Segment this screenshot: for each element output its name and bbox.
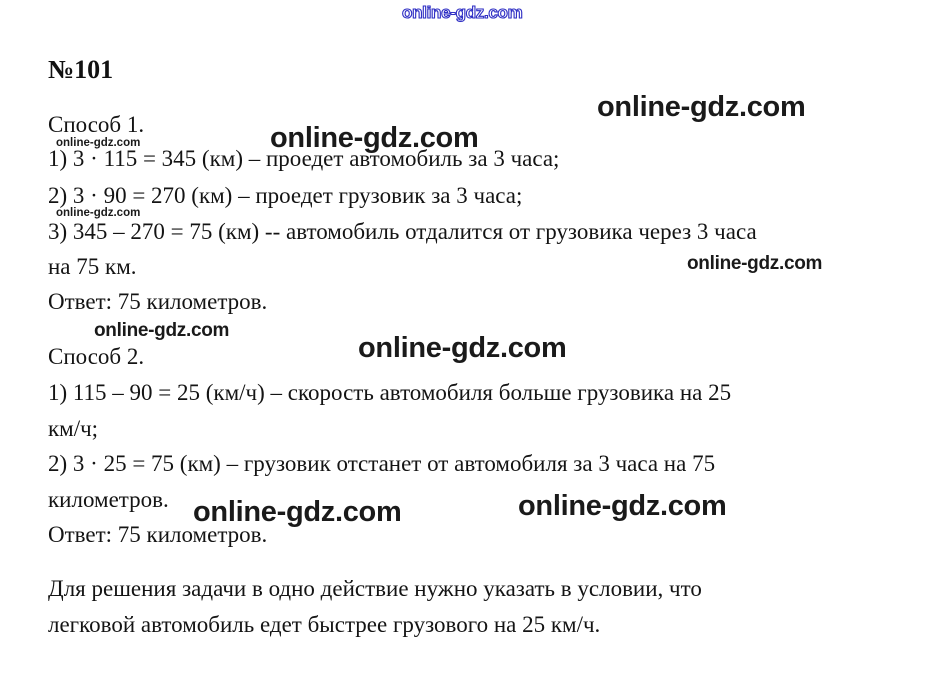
note-line: легковой автомобиль едет быстрее грузового на 25 км/ч. <box>48 612 601 637</box>
watermark: online-gdz.com <box>94 320 230 341</box>
watermark: online-gdz.com <box>193 496 402 528</box>
answer-line: Ответ: 75 километров. <box>48 289 268 314</box>
watermark: online-gdz.com <box>358 332 567 364</box>
solution-line: на 75 км. <box>48 254 137 279</box>
solution-line: километров. <box>48 487 169 512</box>
note-line: Для решения задачи в одно действие нужно указать в условии, что <box>48 576 702 601</box>
solution-line: км/ч; <box>48 416 99 441</box>
watermark: online-gdz.com <box>597 91 806 123</box>
watermark: online-gdz.com <box>56 137 141 149</box>
solution-line: 1) 3 · 115 = 345 (км) – проедет автомобиль за 3 часа; <box>48 146 560 171</box>
watermark: online-gdz.com <box>518 490 727 522</box>
watermark: online-gdz.com <box>687 253 823 274</box>
solution-line: 3) 345 – 270 = 75 (км) -- автомобиль отдалится от грузовика через 3 часа <box>48 219 757 244</box>
watermark: online-gdz.com <box>56 207 141 219</box>
watermark: online-gdz.com <box>270 122 479 154</box>
method-1-title: Способ 1. <box>48 112 145 137</box>
solution-line: 2) 3 · 90 = 270 (км) – проедет грузовик за 3 часа; <box>48 183 523 208</box>
answer-line: Ответ: 75 километров. <box>48 522 268 547</box>
solution-line: 1) 115 – 90 = 25 (км/ч) – скорость автомобиля больше грузовика на 25 <box>48 380 732 405</box>
watermark-blue: online-gdz.com <box>402 3 523 22</box>
task-number-heading: №101 <box>48 55 114 84</box>
solution-line: 2) 3 · 25 = 75 (км) – грузовик отстанет от автомобиля за 3 часа на 75 <box>48 451 716 476</box>
method-2-title: Способ 2. <box>48 344 145 369</box>
